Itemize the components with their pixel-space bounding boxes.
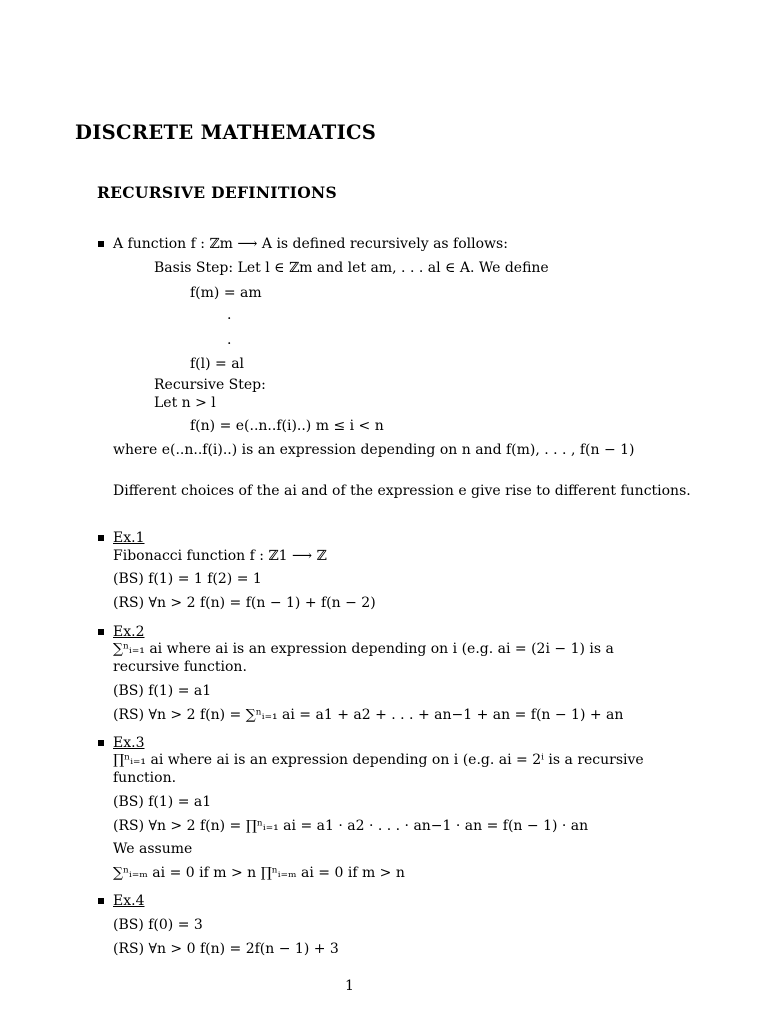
example-label: Ex.1: [113, 530, 145, 546]
ex2-line-4: (RS) ∀n > 2 f(n) = ∑ⁿᵢ₌₁ ai = a1 + a2 + . . . + an−1 + an = f(n − 1) + an: [113, 707, 624, 723]
bullet-marker: [98, 740, 104, 746]
ellipsis-dot: .: [227, 332, 232, 348]
ex3-line-2: function.: [113, 770, 177, 786]
bullet-marker: [98, 535, 104, 541]
ex2-line-1: ∑ⁿᵢ₌₁ ai where ai is an expression depending on i (e.g. ai = (2i − 1) is a: [113, 641, 614, 657]
intro-recursive-step: Recursive Step:: [154, 377, 266, 393]
intro-fn: f(n) = e(..n..f(i)..) m ≤ i < n: [190, 418, 384, 434]
ex3-line-6: ∑ⁿᵢ₌ₘ ai = 0 if m > n ∏ⁿᵢ₌ₘ ai = 0 if m > n: [113, 865, 405, 881]
document-title: DISCRETE MATHEMATICS: [75, 121, 377, 144]
intro-line-1: A function f : ℤm ⟶ A is defined recursively as follows:: [113, 236, 508, 252]
bullet-marker: [98, 241, 104, 247]
ex2-line-2: recursive function.: [113, 659, 247, 675]
ex3-line-1: ∏ⁿᵢ₌₁ ai where ai is an expression depending on i (e.g. ai = 2ⁱ is a recursive: [113, 752, 644, 768]
ex3-line-4: (RS) ∀n > 2 f(n) = ∏ⁿᵢ₌₁ ai = a1 · a2 · . . . · an−1 · an = f(n − 1) · an: [113, 818, 589, 834]
intro-choices: Different choices of the ai and of the expression e give rise to different functions.: [113, 483, 691, 499]
ex3-line-5: We assume: [113, 841, 193, 857]
section-heading: RECURSIVE DEFINITIONS: [97, 183, 337, 202]
ex1-line-3: (RS) ∀n > 2 f(n) = f(n − 1) + f(n − 2): [113, 595, 376, 611]
ex4-line-2: (RS) ∀n > 0 f(n) = 2f(n − 1) + 3: [113, 941, 339, 957]
ex3-line-3: (BS) f(1) = a1: [113, 794, 212, 810]
intro-fm: f(m) = am: [190, 285, 262, 301]
example-label: Ex.2: [113, 624, 145, 640]
intro-where: where e(..n..f(i)..) is an expression depending on n and f(m), . . . , f(n − 1): [113, 442, 635, 458]
ex2-line-3: (BS) f(1) = a1: [113, 683, 212, 699]
ex1-line-1: Fibonacci function f : ℤ1 ⟶ ℤ: [113, 548, 327, 564]
ellipsis-dot: .: [227, 307, 232, 323]
bullet-marker: [98, 629, 104, 635]
ex4-line-1: (BS) f(0) = 3: [113, 917, 203, 933]
intro-basis-step: Basis Step: Let l ∈ ℤm and let am, . . . al ∈ A. We define: [154, 260, 549, 276]
bullet-marker: [98, 898, 104, 904]
intro-fl: f(l) = al: [190, 356, 245, 372]
page-number: 1: [345, 978, 354, 994]
ex1-line-2: (BS) f(1) = 1 f(2) = 1: [113, 571, 262, 587]
example-label: Ex.3: [113, 735, 145, 751]
example-label: Ex.4: [113, 893, 145, 909]
intro-let-n: Let n > l: [154, 395, 216, 411]
